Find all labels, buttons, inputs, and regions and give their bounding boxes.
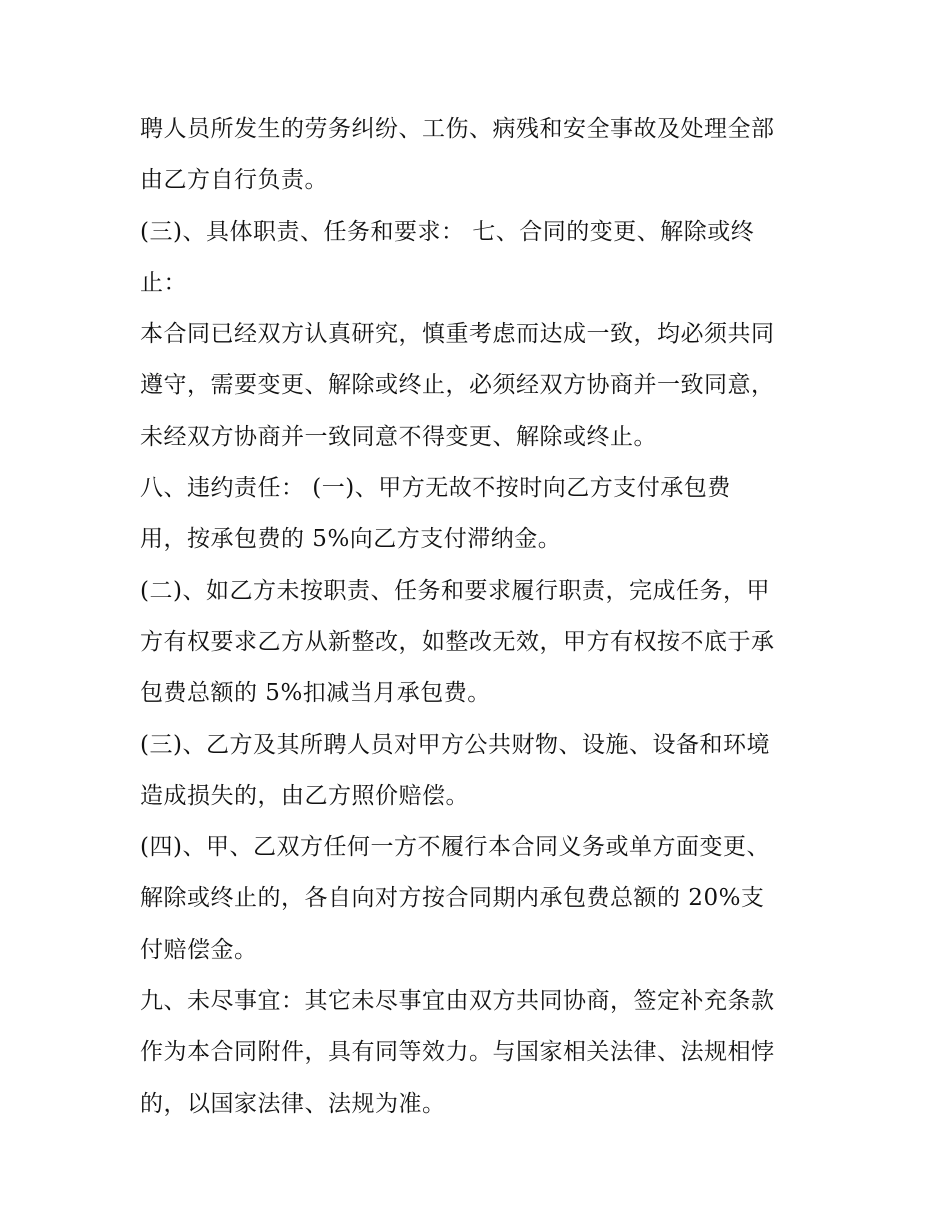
text-line: 解除或终止的，各自向对方按合同期内承包费总额的 20%支 [140, 885, 765, 912]
contract-text [140, 109, 830, 1135]
text-line: 的，以国家法律、法规为准。 [140, 1090, 446, 1117]
text-line: (四)、甲、乙双方任何一方不履行本合同义务或单方面变更、 [140, 834, 770, 861]
text-line: 用，按承包费的 5%向乙方支付滞纳金。 [140, 526, 562, 553]
text-line: 止： [140, 269, 187, 296]
text-line: 作为本合同附件，具有同等效力。与国家相关法律、法规相悖 [140, 1039, 775, 1066]
text-line: (三)、乙方及其所聘人员对甲方公共财物、设施、设备和环境 [140, 731, 770, 758]
text-line: 八、违约责任： (一)、甲方无故不按时向乙方支付承包费 [140, 475, 731, 502]
text-line: (三)、具体职责、任务和要求： 七、合同的变更、解除或终 [140, 218, 755, 245]
text-line: 本合同已经双方认真研究，慎重考虑而达成一致，均必须共同 [140, 321, 775, 348]
text-line: 九、未尽事宜：其它未尽事宜由双方共同协商，签定补充条款 [140, 988, 775, 1015]
text-line: 包费总额的 5%扣减当月承包费。 [140, 680, 491, 707]
text-line: 造成损失的，由乙方照价赔偿。 [140, 782, 469, 809]
text-line: 聘人员所发生的劳务纠纷、工伤、病残和安全事故及处理全部 [140, 116, 775, 142]
text-line: 遵守，需要变更、解除或终止，必须经双方协商并一致同意， [140, 372, 775, 399]
text-line: 由乙方自行负责。 [140, 167, 328, 194]
text-line: (二)、如乙方未按职责、任务和要求履行职责，完成任务，甲 [140, 577, 770, 604]
text-line: 未经双方协商并一致同意不得变更、解除或终止。 [140, 423, 657, 450]
text-line: 方有权要求乙方从新整改，如整改无效，甲方有权按不底于承 [140, 628, 775, 655]
text-line: 付赔偿金。 [140, 936, 258, 963]
